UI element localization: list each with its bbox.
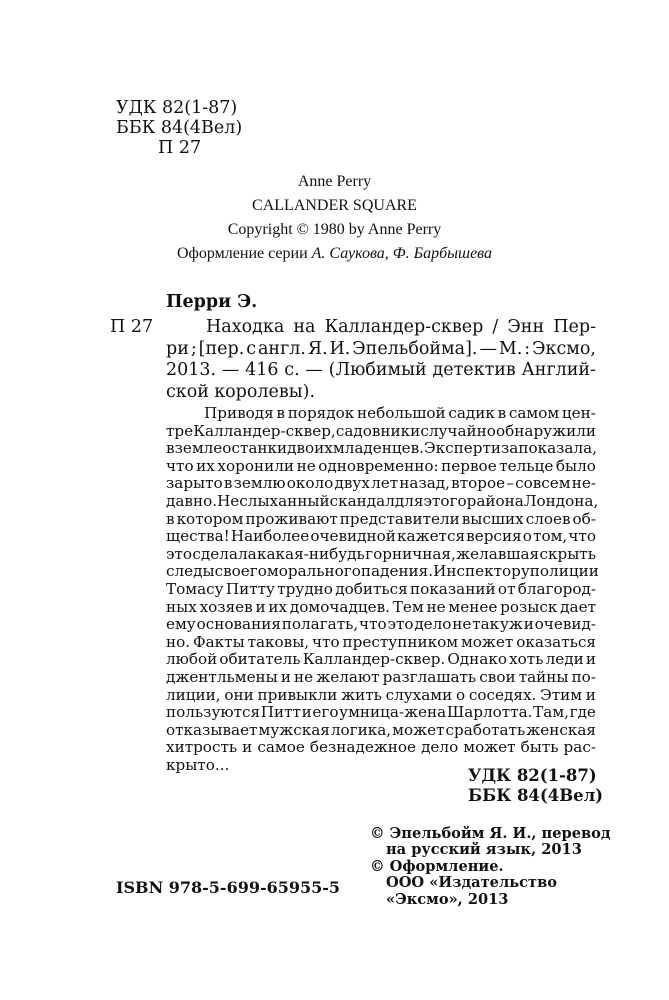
word: Питт — [260, 703, 301, 722]
word: Эпельбойма]. — [352, 338, 478, 359]
word: (Любимый — [328, 360, 427, 380]
word: 2013. — [166, 360, 217, 380]
word: леди — [545, 650, 584, 669]
word: его — [312, 703, 339, 722]
word: джентльмены — [166, 667, 278, 686]
word: слоев — [525, 509, 571, 528]
word: Лондона, — [523, 491, 599, 510]
word: домочадцев. — [289, 597, 390, 616]
word: останки — [222, 439, 288, 458]
word: / — [492, 317, 499, 337]
bibliography-code: П 27 — [110, 317, 154, 337]
copyright-design: © Оформление. — [370, 857, 504, 875]
word: пользуются — [166, 703, 261, 722]
word: что — [568, 527, 596, 546]
word: Шарлотта. — [446, 703, 533, 722]
word: и — [242, 738, 253, 757]
word: преступником — [342, 632, 459, 651]
word: тайны — [518, 667, 569, 686]
word: не — [294, 667, 314, 686]
bibliography-line — [166, 360, 596, 382]
word: что — [359, 615, 387, 634]
original-edition-info — [0, 170, 669, 266]
annotation-line — [166, 562, 599, 581]
bbk-code: ББК 84(4Вел) — [116, 118, 243, 138]
word: Наиболее — [230, 527, 310, 546]
annotation-line — [166, 405, 596, 423]
copyright-block — [370, 826, 611, 908]
word: и — [255, 597, 266, 616]
word: хозяев — [199, 597, 253, 616]
word: о — [522, 527, 532, 546]
word: полагать, — [281, 615, 359, 634]
word: зарыто — [166, 474, 223, 493]
word: хитрость — [166, 738, 238, 757]
word: около — [286, 474, 334, 493]
word: в — [223, 474, 233, 493]
series-design — [0, 242, 669, 266]
word: желавшая — [456, 544, 540, 563]
word: Приводя — [204, 404, 274, 422]
word: где — [569, 703, 596, 722]
word: Тем — [392, 597, 424, 616]
annotation-line — [166, 423, 596, 441]
word: : — [524, 338, 531, 359]
word: это — [387, 615, 414, 634]
word: щества! — [166, 527, 230, 546]
word: лиции, — [166, 685, 221, 704]
word: Инспектору — [433, 562, 530, 581]
word: — — [221, 360, 240, 380]
word: но. — [166, 632, 191, 651]
word: ; — [190, 338, 197, 359]
original-author: Anne Perry — [297, 173, 372, 190]
annotation-line — [166, 475, 596, 493]
copyright-translation: © Эпельбойм Я. И., перевод — [370, 825, 611, 842]
word: Я. — [307, 338, 328, 359]
word: мужская — [258, 720, 330, 739]
word: давно. — [166, 491, 218, 510]
word: цен- — [561, 404, 596, 422]
word: Калландер-сквер, — [193, 421, 336, 440]
annotation-line — [166, 581, 596, 599]
word: менее — [448, 597, 498, 616]
word: любой — [166, 650, 218, 669]
annotation-line — [166, 546, 596, 564]
word: от — [497, 579, 516, 598]
annotation-line — [166, 739, 596, 757]
word: не — [452, 615, 472, 634]
copyright-rest: 1980 by Anne Perry — [312, 221, 442, 238]
word: для — [394, 491, 424, 510]
word: очевид- — [534, 615, 596, 634]
word: Находка — [206, 317, 285, 337]
word: безнадежное — [309, 738, 417, 757]
word: и — [585, 650, 596, 669]
original-copyright — [0, 218, 669, 242]
word: совсем — [515, 474, 571, 493]
word: по- — [571, 667, 596, 686]
bibliography-line — [166, 382, 596, 404]
word: падения. — [360, 562, 434, 581]
annotation-line — [166, 687, 596, 705]
word: Там, — [533, 703, 569, 722]
word: в — [166, 509, 175, 528]
word: в — [497, 404, 507, 422]
word: самом — [508, 404, 560, 422]
word: их — [196, 456, 215, 475]
word: – — [506, 474, 514, 493]
word: показала, — [518, 439, 598, 458]
annotation-line — [166, 722, 596, 740]
word: желают — [316, 667, 380, 686]
word: сработать — [445, 720, 526, 739]
word: района — [466, 491, 524, 510]
classification-top — [116, 98, 242, 158]
word: Томасу — [166, 579, 224, 598]
word: второе — [451, 474, 506, 493]
word: следы — [166, 562, 215, 581]
word: королевы). — [214, 381, 316, 402]
word: котором — [176, 509, 244, 528]
word: женская — [526, 720, 596, 739]
word: сделала — [192, 544, 257, 563]
word: тельце — [499, 456, 554, 475]
annotation-line — [166, 511, 596, 529]
word: и — [280, 667, 291, 686]
word: Пер- — [553, 317, 596, 337]
word: — — [479, 338, 497, 359]
word: не — [296, 456, 316, 475]
word: младенцев. — [332, 439, 424, 458]
word: хоть — [509, 650, 544, 669]
word: не — [426, 597, 446, 616]
word: небольшой — [356, 404, 446, 422]
word: том, — [533, 527, 568, 546]
bibliographic-record — [166, 317, 596, 403]
word: рас- — [563, 738, 596, 757]
word: с — [246, 338, 257, 359]
word: розыск — [500, 597, 558, 616]
word: разглашать — [382, 667, 477, 686]
word: ской — [166, 381, 209, 402]
author-heading: Перри Э. — [166, 292, 258, 312]
series-designers: А. Саукова, Ф. Барбышева — [311, 245, 492, 262]
word: ных — [166, 597, 197, 616]
word: Этим — [540, 685, 583, 704]
word: этого — [423, 491, 467, 510]
word: в — [276, 404, 285, 422]
word: — — [305, 360, 323, 380]
word: детектив — [432, 360, 516, 380]
word: ему — [166, 615, 196, 634]
word: благород- — [517, 579, 596, 598]
word: И. — [329, 338, 351, 359]
word: обитатель — [219, 650, 301, 669]
annotation-line — [166, 440, 596, 458]
word: ри — [166, 338, 189, 359]
word: обнаружили — [495, 421, 596, 440]
word: привыкли — [257, 685, 338, 704]
word: слухами — [385, 685, 453, 704]
word: что — [166, 456, 194, 475]
word: и — [523, 615, 534, 634]
bibliography-line — [166, 317, 596, 339]
annotation-line — [166, 651, 596, 669]
word: свои — [479, 667, 516, 686]
word: дает — [560, 597, 596, 616]
word: землю — [233, 474, 286, 493]
word: основания — [196, 615, 281, 634]
word: Неслыханный — [217, 491, 330, 510]
word: очевидной — [310, 527, 396, 546]
word: какая-нибудь — [257, 544, 365, 563]
word: логика, — [330, 720, 392, 739]
word: жить — [341, 685, 382, 704]
word: Энн — [507, 317, 545, 337]
word: было — [555, 456, 596, 475]
word: оказаться — [516, 632, 596, 651]
word: и — [585, 685, 596, 704]
word: отказывает — [166, 720, 258, 739]
word: лет — [371, 474, 399, 493]
annotation-line — [166, 634, 596, 652]
word: Однако — [447, 650, 507, 669]
original-title: CALLANDER SQUARE — [252, 197, 417, 214]
word: показаний — [410, 579, 496, 598]
isbn: ISBN 978-5-699-65955-5 — [116, 878, 341, 897]
udk-code-bottom: УДК 82(1-87) — [468, 766, 597, 785]
word: трудно — [277, 579, 333, 598]
word: скандал — [329, 491, 395, 510]
word: высших — [461, 509, 524, 528]
word: самое — [257, 738, 305, 757]
udk-code: УДК 82(1-87) — [116, 98, 238, 118]
word: садовники — [335, 421, 421, 440]
word: это — [166, 544, 193, 563]
word: случайно — [420, 421, 496, 440]
word: скрыть — [539, 544, 596, 563]
word: порядок — [287, 404, 355, 422]
copyright-publisher: ООО «Издательство — [386, 874, 557, 892]
word: и — [301, 703, 312, 722]
word: назад, — [399, 474, 450, 493]
word: земле — [174, 439, 223, 458]
copyright-translation-cont: на русский язык, 2013 — [386, 841, 582, 859]
word: в — [166, 439, 175, 458]
word: соседях. — [468, 685, 537, 704]
copyright-publisher-cont: «Эксмо», 2013 — [386, 890, 509, 908]
annotation-line — [166, 458, 596, 476]
word: Англий- — [521, 360, 596, 380]
word: одновременно: — [318, 456, 439, 475]
word: Факты — [193, 632, 245, 651]
word: полиции — [529, 562, 599, 581]
word: представители — [339, 509, 460, 528]
word: горничная, — [365, 544, 456, 563]
word: уж — [499, 615, 523, 634]
annotation-line — [166, 599, 596, 617]
word: дело — [421, 738, 459, 757]
author-mark: П 27 — [158, 138, 202, 158]
annotation-text — [166, 404, 599, 774]
series-label: Оформление серии — [177, 245, 308, 262]
bbk-code-bottom: ББК 84(4Вел) — [468, 786, 604, 805]
word: об- — [572, 509, 596, 528]
bibliography-line — [166, 339, 596, 361]
word: не- — [571, 474, 596, 493]
word: проживают — [245, 509, 338, 528]
word: садик — [448, 404, 495, 422]
word: первое — [441, 456, 497, 475]
word: Калландер-сквер. — [302, 650, 446, 669]
word: двух — [334, 474, 370, 493]
word: М. — [498, 338, 523, 359]
word: хоронили — [217, 456, 295, 475]
word: умница-жена — [339, 703, 447, 722]
word: крыто... — [166, 755, 230, 774]
word: тре — [166, 421, 194, 440]
word: Эксмо, — [532, 338, 596, 359]
word: Калландер-сквер — [324, 317, 484, 337]
word: кажется — [397, 527, 466, 546]
word: может — [463, 738, 516, 757]
word: Питту — [225, 579, 275, 598]
copyright-prefix: Copyright © — [227, 221, 309, 238]
annotation-line — [166, 491, 599, 511]
word: версия — [466, 527, 522, 546]
word: Экспертиза — [424, 439, 519, 458]
word: может — [392, 720, 445, 739]
word: двоих — [287, 439, 333, 458]
word: их — [268, 597, 288, 616]
word: они — [224, 685, 254, 704]
word: таковы, — [247, 632, 310, 651]
word: дело — [414, 615, 452, 634]
word: добиться — [335, 579, 408, 598]
annotation-line — [166, 616, 596, 634]
word: англ. — [257, 338, 306, 359]
annotation-line — [166, 528, 596, 546]
word: может — [460, 632, 514, 651]
word: морального — [266, 562, 361, 581]
annotation-line — [166, 669, 596, 687]
word: что — [312, 632, 340, 651]
word: с. — [284, 360, 300, 380]
word: на — [293, 317, 316, 337]
word: так — [472, 615, 500, 634]
word: о — [455, 685, 466, 704]
word: своего — [214, 562, 267, 581]
word: [пер. — [198, 338, 245, 359]
word: быть — [520, 738, 559, 757]
word: 416 — [245, 360, 279, 380]
annotation-line — [166, 704, 596, 722]
classification-bottom — [468, 766, 603, 806]
